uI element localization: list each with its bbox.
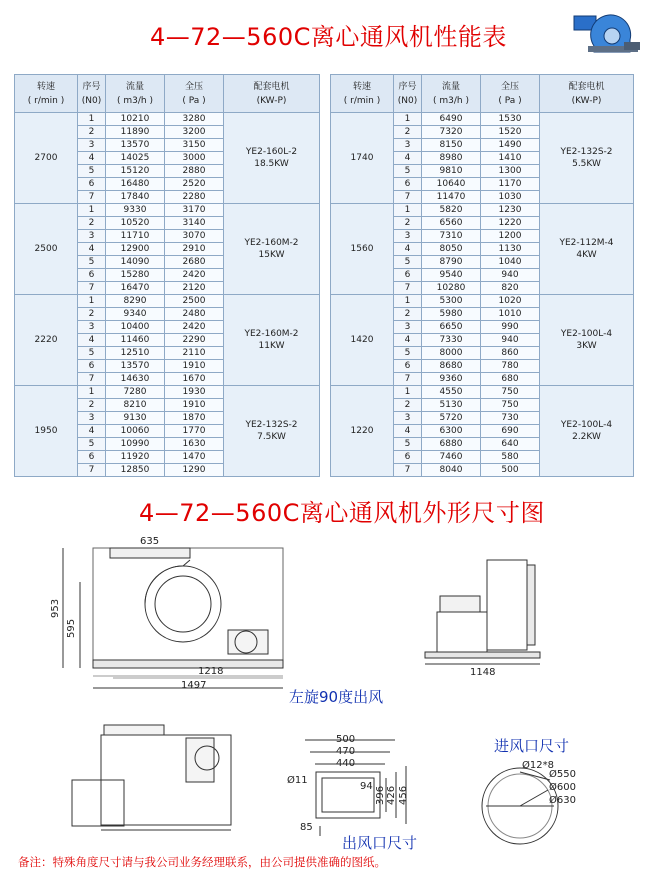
no-cell: 4 xyxy=(78,334,106,347)
pressure-cell: 640 xyxy=(481,438,540,451)
pressure-cell: 780 xyxy=(481,360,540,373)
no-cell: 4 xyxy=(78,243,106,256)
speed-cell: 1560 xyxy=(331,204,394,295)
motor-power: 3KW xyxy=(576,341,597,351)
pressure-cell: 1630 xyxy=(165,438,224,451)
pressure-cell: 2420 xyxy=(165,269,224,282)
header-no: 序号 (N0) xyxy=(78,75,106,113)
pressure-cell: 580 xyxy=(481,451,540,464)
header-speed: 转速 ( r/min ) xyxy=(15,75,78,113)
flow-cell: 11460 xyxy=(106,334,165,347)
no-cell: 5 xyxy=(78,165,106,178)
pressure-cell: 2110 xyxy=(165,347,224,360)
flow-cell: 10280 xyxy=(422,282,481,295)
no-cell: 7 xyxy=(394,191,422,204)
flow-cell: 17840 xyxy=(106,191,165,204)
dim-1148: 1148 xyxy=(470,667,496,678)
pressure-cell: 1770 xyxy=(165,425,224,438)
motor-power: 15KW xyxy=(258,250,285,260)
no-cell: 6 xyxy=(394,360,422,373)
flow-cell: 8790 xyxy=(422,256,481,269)
no-cell: 3 xyxy=(394,139,422,152)
pressure-cell: 1520 xyxy=(481,126,540,139)
motor-power: 18.5KW xyxy=(254,159,289,169)
pressure-cell: 1170 xyxy=(481,178,540,191)
header-motor: 配套电机 (KW-P) xyxy=(224,75,320,113)
flow-cell: 6560 xyxy=(422,217,481,230)
no-cell: 2 xyxy=(394,399,422,412)
flow-cell: 5720 xyxy=(422,412,481,425)
header-flow: 流量 ( m3/h ) xyxy=(106,75,165,113)
no-cell: 7 xyxy=(78,282,106,295)
flow-cell: 10520 xyxy=(106,217,165,230)
caption-inlet-size: 进风口尺寸 xyxy=(494,737,570,755)
header-motor: 配套电机 (KW-P) xyxy=(540,75,634,113)
pressure-cell: 3140 xyxy=(165,217,224,230)
header-flow: 流量 ( m3/h ) xyxy=(422,75,481,113)
no-cell: 2 xyxy=(78,399,106,412)
pressure-cell: 1290 xyxy=(165,464,224,477)
dim-440: 440 xyxy=(336,758,356,769)
flow-cell: 12510 xyxy=(106,347,165,360)
no-cell: 2 xyxy=(394,217,422,230)
flow-cell: 16480 xyxy=(106,178,165,191)
motor-power: 2.2KW xyxy=(572,432,601,442)
pressure-cell: 750 xyxy=(481,386,540,399)
flow-cell: 15120 xyxy=(106,165,165,178)
header-pressure: 全压 ( Pa ) xyxy=(481,75,540,113)
flow-cell: 8040 xyxy=(422,464,481,477)
motor-model: YE2-100L-4 xyxy=(560,329,613,339)
flow-cell: 10990 xyxy=(106,438,165,451)
flow-cell: 5300 xyxy=(422,295,481,308)
speed-cell: 1740 xyxy=(331,113,394,204)
flow-cell: 8210 xyxy=(106,399,165,412)
flow-cell: 12900 xyxy=(106,243,165,256)
motor-model: YE2-160M-2 xyxy=(244,329,299,339)
pressure-cell: 3170 xyxy=(165,204,224,217)
flow-cell: 7310 xyxy=(422,230,481,243)
dim-396: 396 xyxy=(375,785,386,805)
pressure-cell: 1910 xyxy=(165,360,224,373)
caption-outlet-size: 出风口尺寸 xyxy=(342,834,418,852)
flow-cell: 6880 xyxy=(422,438,481,451)
flow-cell: 11710 xyxy=(106,230,165,243)
pressure-cell: 990 xyxy=(481,321,540,334)
motor-power: 7.5KW xyxy=(257,432,286,442)
pressure-cell: 2500 xyxy=(165,295,224,308)
flow-cell: 14630 xyxy=(106,373,165,386)
flow-cell: 10060 xyxy=(106,425,165,438)
dim-1497: 1497 xyxy=(181,680,207,691)
pressure-cell: 3200 xyxy=(165,126,224,139)
no-cell: 6 xyxy=(78,451,106,464)
flow-cell: 10640 xyxy=(422,178,481,191)
motor-model: YE2-100L-4 xyxy=(560,420,613,430)
speed-cell: 2220 xyxy=(15,295,78,386)
no-cell: 6 xyxy=(394,269,422,282)
pressure-cell: 750 xyxy=(481,399,540,412)
no-cell: 7 xyxy=(78,373,106,386)
flow-cell: 13570 xyxy=(106,360,165,373)
pressure-cell: 940 xyxy=(481,334,540,347)
no-cell: 5 xyxy=(78,347,106,360)
no-cell: 5 xyxy=(394,438,422,451)
no-cell: 5 xyxy=(394,165,422,178)
no-cell: 7 xyxy=(78,191,106,204)
motor-power: 5.5KW xyxy=(572,159,601,169)
dim-d600: Ø600 xyxy=(549,782,576,793)
no-cell: 3 xyxy=(78,321,106,334)
flow-cell: 9360 xyxy=(422,373,481,386)
flow-cell: 8000 xyxy=(422,347,481,360)
flow-cell: 11470 xyxy=(422,191,481,204)
speed-cell: 2500 xyxy=(15,204,78,295)
inlet-drawing xyxy=(482,768,558,844)
flow-cell: 7280 xyxy=(106,386,165,399)
dim-d630: Ø630 xyxy=(549,795,576,806)
pressure-cell: 2280 xyxy=(165,191,224,204)
no-cell: 1 xyxy=(394,113,422,126)
flow-cell: 10210 xyxy=(106,113,165,126)
no-cell: 6 xyxy=(394,178,422,191)
flow-cell: 14025 xyxy=(106,152,165,165)
flow-cell: 15280 xyxy=(106,269,165,282)
flow-cell: 9810 xyxy=(422,165,481,178)
flow-cell: 9340 xyxy=(106,308,165,321)
dim-1218: 1218 xyxy=(198,666,224,677)
dim-500: 500 xyxy=(336,734,356,745)
dim-d12x8: Ø12*8 xyxy=(522,760,554,771)
speed-cell: 1950 xyxy=(15,386,78,477)
dim-456: 456 xyxy=(398,785,409,805)
front-view-drawing xyxy=(425,560,540,664)
no-cell: 4 xyxy=(78,152,106,165)
dim-d11: Ø11 xyxy=(287,775,308,786)
dim-d550: Ø550 xyxy=(549,769,576,780)
pressure-cell: 3150 xyxy=(165,139,224,152)
pressure-cell: 1130 xyxy=(481,243,540,256)
flow-cell: 9540 xyxy=(422,269,481,282)
flow-cell: 8150 xyxy=(422,139,481,152)
pressure-cell: 1220 xyxy=(481,217,540,230)
no-cell: 7 xyxy=(78,464,106,477)
no-cell: 5 xyxy=(394,256,422,269)
motor-model: YE2-132S-2 xyxy=(245,420,298,430)
speed-cell: 1420 xyxy=(331,295,394,386)
pressure-cell: 1410 xyxy=(481,152,540,165)
pressure-cell: 2420 xyxy=(165,321,224,334)
no-cell: 1 xyxy=(394,386,422,399)
pressure-cell: 3280 xyxy=(165,113,224,126)
pressure-cell: 1230 xyxy=(481,204,540,217)
no-cell: 4 xyxy=(394,243,422,256)
flow-cell: 8680 xyxy=(422,360,481,373)
flow-cell: 11920 xyxy=(106,451,165,464)
header-no: 序号 (N0) xyxy=(394,75,422,113)
pressure-cell: 2290 xyxy=(165,334,224,347)
no-cell: 3 xyxy=(394,321,422,334)
speed-cell: 1220 xyxy=(331,386,394,477)
pressure-cell: 1670 xyxy=(165,373,224,386)
flow-cell: 5820 xyxy=(422,204,481,217)
flow-cell: 7330 xyxy=(422,334,481,347)
flow-cell: 11890 xyxy=(106,126,165,139)
no-cell: 4 xyxy=(394,152,422,165)
dim-635: 635 xyxy=(140,536,160,547)
flow-cell: 8050 xyxy=(422,243,481,256)
motor-power: 11KW xyxy=(258,341,285,351)
no-cell: 7 xyxy=(394,373,422,386)
pressure-cell: 3000 xyxy=(165,152,224,165)
flow-cell: 7460 xyxy=(422,451,481,464)
pressure-cell: 680 xyxy=(481,373,540,386)
pressure-cell: 1010 xyxy=(481,308,540,321)
no-cell: 7 xyxy=(394,282,422,295)
no-cell: 1 xyxy=(78,386,106,399)
pressure-cell: 1490 xyxy=(481,139,540,152)
no-cell: 6 xyxy=(394,451,422,464)
caption-left-90-outlet: 左旋90度出风 xyxy=(289,688,384,706)
motor-model: YE2-160L-2 xyxy=(245,147,298,157)
flow-cell: 6650 xyxy=(422,321,481,334)
pressure-cell: 500 xyxy=(481,464,540,477)
header-pressure: 全压 ( Pa ) xyxy=(165,75,224,113)
no-cell: 2 xyxy=(78,308,106,321)
no-cell: 1 xyxy=(394,204,422,217)
pressure-cell: 2680 xyxy=(165,256,224,269)
performance-title: 4—72—560C离心通风机性能表 xyxy=(150,23,507,51)
dim-94: 94 xyxy=(360,781,373,792)
pressure-cell: 1530 xyxy=(481,113,540,126)
no-cell: 5 xyxy=(394,347,422,360)
no-cell: 3 xyxy=(394,230,422,243)
speed-cell: 2700 xyxy=(15,113,78,204)
no-cell: 1 xyxy=(78,295,106,308)
no-cell: 5 xyxy=(78,438,106,451)
no-cell: 6 xyxy=(78,178,106,191)
pressure-cell: 2120 xyxy=(165,282,224,295)
flow-cell: 4550 xyxy=(422,386,481,399)
pressure-cell: 860 xyxy=(481,347,540,360)
no-cell: 3 xyxy=(78,230,106,243)
dim-426: 426 xyxy=(386,785,397,805)
no-cell: 4 xyxy=(394,425,422,438)
pressure-cell: 1200 xyxy=(481,230,540,243)
pressure-cell: 2880 xyxy=(165,165,224,178)
no-cell: 6 xyxy=(78,269,106,282)
flow-cell: 5130 xyxy=(422,399,481,412)
pressure-cell: 1040 xyxy=(481,256,540,269)
dimension-title: 4—72—560C离心通风机外形尺寸图 xyxy=(139,499,545,527)
pressure-cell: 940 xyxy=(481,269,540,282)
dim-595: 595 xyxy=(66,618,77,638)
no-cell: 3 xyxy=(78,139,106,152)
no-cell: 7 xyxy=(394,464,422,477)
dim-85: 85 xyxy=(300,822,313,833)
no-cell: 1 xyxy=(78,204,106,217)
dim-470: 470 xyxy=(336,746,356,757)
flow-cell: 5980 xyxy=(422,308,481,321)
no-cell: 2 xyxy=(394,126,422,139)
pressure-cell: 1020 xyxy=(481,295,540,308)
pressure-cell: 1930 xyxy=(165,386,224,399)
no-cell: 2 xyxy=(394,308,422,321)
footer-note: 备注：特殊角度尺寸请与我公司业务经理联系，由公司提供准确的图纸。 xyxy=(18,855,386,869)
no-cell: 4 xyxy=(394,334,422,347)
motor-model: YE2-160M-2 xyxy=(244,238,299,248)
flow-cell: 16470 xyxy=(106,282,165,295)
no-cell: 1 xyxy=(394,295,422,308)
pressure-cell: 820 xyxy=(481,282,540,295)
flow-cell: 8290 xyxy=(106,295,165,308)
no-cell: 3 xyxy=(78,412,106,425)
flow-cell: 7320 xyxy=(422,126,481,139)
no-cell: 6 xyxy=(78,360,106,373)
dim-953: 953 xyxy=(50,598,61,618)
pressure-cell: 1300 xyxy=(481,165,540,178)
pressure-cell: 730 xyxy=(481,412,540,425)
flow-cell: 13570 xyxy=(106,139,165,152)
pressure-cell: 2910 xyxy=(165,243,224,256)
flow-cell: 9130 xyxy=(106,412,165,425)
no-cell: 1 xyxy=(78,113,106,126)
no-cell: 3 xyxy=(394,412,422,425)
pressure-cell: 2520 xyxy=(165,178,224,191)
top-view-drawing xyxy=(72,725,231,830)
flow-cell: 10400 xyxy=(106,321,165,334)
no-cell: 2 xyxy=(78,217,106,230)
no-cell: 5 xyxy=(78,256,106,269)
motor-model: YE2-132S-2 xyxy=(560,147,613,157)
pressure-cell: 690 xyxy=(481,425,540,438)
flow-cell: 12850 xyxy=(106,464,165,477)
pressure-cell: 1470 xyxy=(165,451,224,464)
no-cell: 2 xyxy=(78,126,106,139)
pressure-cell: 1870 xyxy=(165,412,224,425)
motor-power: 4KW xyxy=(576,250,597,260)
pressure-cell: 3070 xyxy=(165,230,224,243)
flow-cell: 6490 xyxy=(422,113,481,126)
header-speed: 转速 ( r/min ) xyxy=(331,75,394,113)
no-cell: 4 xyxy=(78,425,106,438)
pressure-cell: 1030 xyxy=(481,191,540,204)
flow-cell: 9330 xyxy=(106,204,165,217)
flow-cell: 8980 xyxy=(422,152,481,165)
pressure-cell: 1910 xyxy=(165,399,224,412)
motor-model: YE2-112M-4 xyxy=(559,238,614,248)
flow-cell: 6300 xyxy=(422,425,481,438)
flow-cell: 14090 xyxy=(106,256,165,269)
side-view-drawing xyxy=(63,548,283,688)
pressure-cell: 2480 xyxy=(165,308,224,321)
